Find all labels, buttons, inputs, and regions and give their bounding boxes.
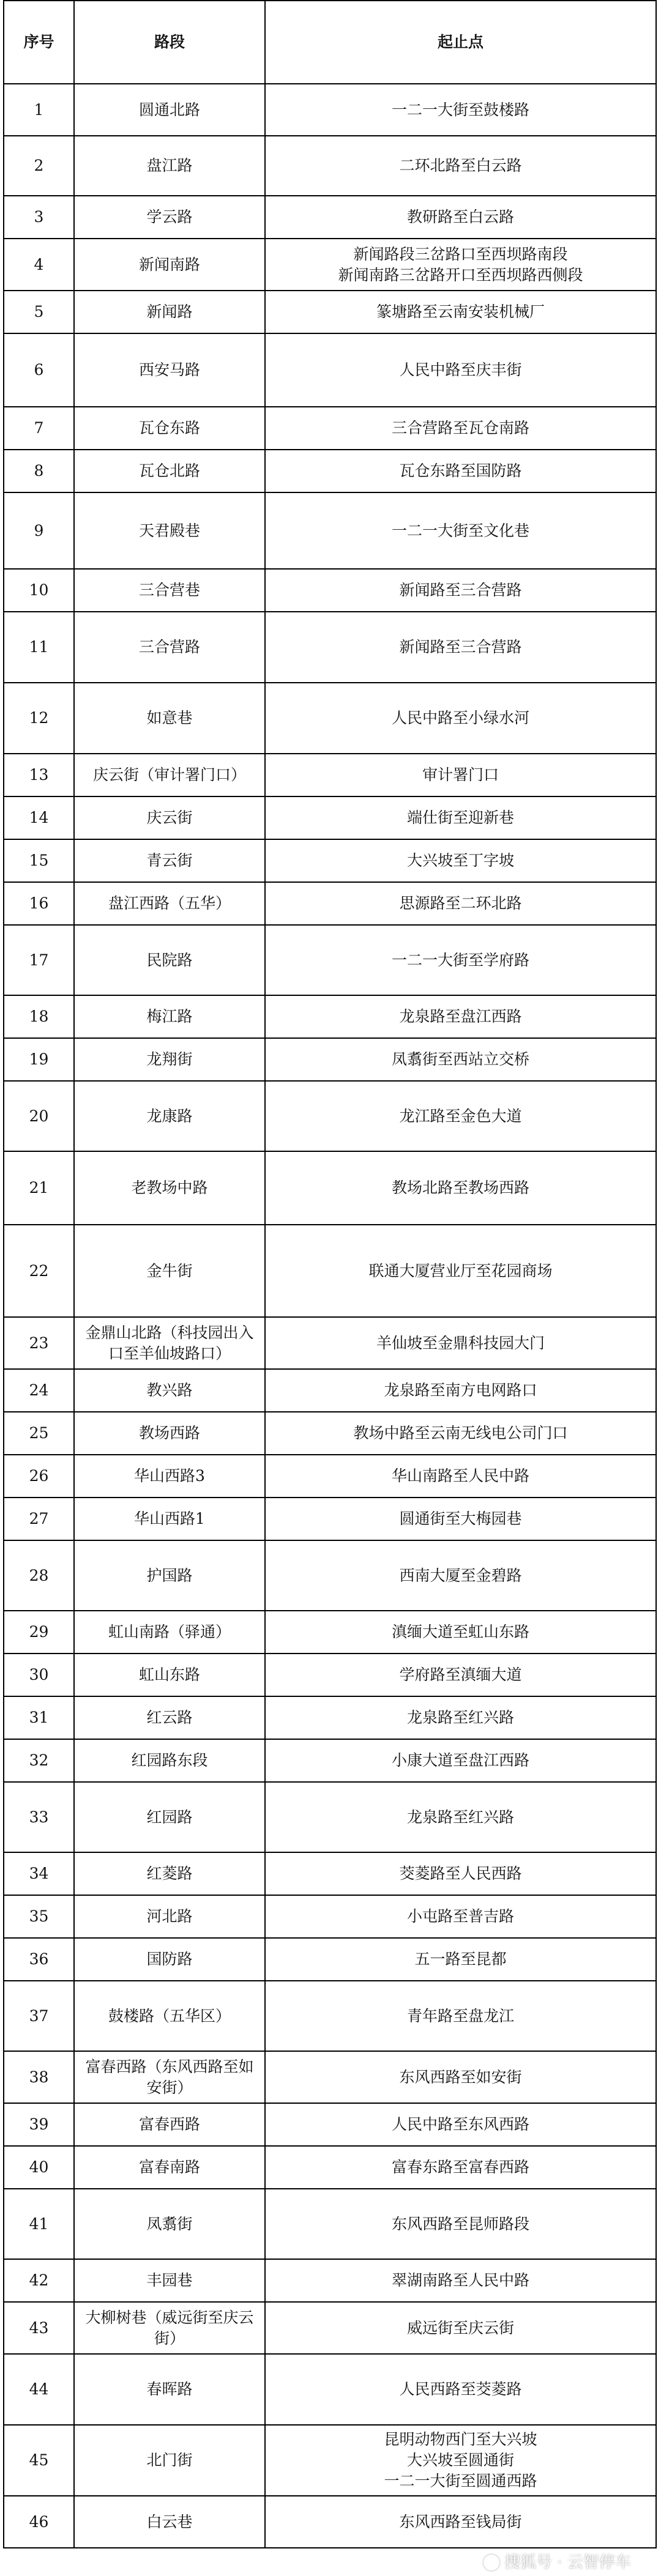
range-line: 教场中路至云南无线电公司门口 xyxy=(353,1424,568,1442)
road-name: 大柳树巷（威远街至庆云街） xyxy=(74,2302,265,2354)
start-end-range xyxy=(265,995,656,1038)
range-line: 二环北路至白云路 xyxy=(399,157,522,175)
start-end-range xyxy=(265,1895,656,1938)
row-number: 34 xyxy=(4,1852,74,1895)
row-number: 39 xyxy=(4,2103,74,2146)
start-end-range xyxy=(265,1225,656,1317)
row-number: 13 xyxy=(4,754,74,796)
range-line: 三合营路至瓦仓南路 xyxy=(391,419,529,437)
road-name: 庆云街（审计署门口） xyxy=(74,754,265,796)
row-number: 45 xyxy=(4,2425,74,2496)
row-number: 25 xyxy=(4,1412,74,1455)
road-table xyxy=(3,0,657,2548)
road-name: 春晖路 xyxy=(74,2354,265,2425)
road-name: 龙翔街 xyxy=(74,1038,265,1081)
road-name: 虹山东路 xyxy=(74,1654,265,1696)
table-body xyxy=(4,84,656,2548)
row-number: 30 xyxy=(4,1654,74,1696)
row-number: 43 xyxy=(4,2302,74,2354)
range-line: 一二一大街至圆通西路 xyxy=(384,2471,537,2490)
row-number: 41 xyxy=(4,2189,74,2259)
road-name: 华山西路1 xyxy=(74,1498,265,1540)
row-number: 35 xyxy=(4,1895,74,1938)
row-number: 16 xyxy=(4,882,74,925)
range-line: 青年路至盘龙江 xyxy=(406,2006,514,2025)
table-row xyxy=(4,239,656,291)
range-line: 教场北路至教场西路 xyxy=(391,1179,529,1197)
range-line: 昆明动物西门至大兴坡 xyxy=(384,2430,537,2449)
row-number: 17 xyxy=(4,925,74,995)
range-line: 羊仙坡至金鼎科技园大门 xyxy=(376,1334,545,1352)
row-number: 44 xyxy=(4,2354,74,2425)
road-name: 新闻路 xyxy=(74,291,265,333)
table-row xyxy=(4,683,656,754)
start-end-range xyxy=(265,2425,656,2496)
table-row xyxy=(4,407,656,450)
start-end-range xyxy=(265,796,656,839)
road-name: 天君殿巷 xyxy=(74,492,265,569)
start-end-range xyxy=(265,291,656,333)
table-row xyxy=(4,291,656,333)
table-row xyxy=(4,84,656,136)
start-end-range xyxy=(265,1455,656,1498)
table-row xyxy=(4,333,656,407)
row-number: 26 xyxy=(4,1455,74,1498)
row-number: 11 xyxy=(4,612,74,683)
table-row xyxy=(4,2103,656,2146)
row-number: 2 xyxy=(4,136,74,196)
row-number: 6 xyxy=(4,333,74,407)
start-end-range xyxy=(265,569,656,612)
table-row xyxy=(4,925,656,995)
row-number: 31 xyxy=(4,1696,74,1739)
road-name: 庆云街 xyxy=(74,796,265,839)
row-number: 46 xyxy=(4,2496,74,2548)
road-name: 红园路 xyxy=(74,1782,265,1852)
start-end-range xyxy=(265,1081,656,1151)
row-number: 29 xyxy=(4,1611,74,1654)
range-line: 龙泉路至盘江西路 xyxy=(399,1008,522,1026)
table-row xyxy=(4,2189,656,2259)
row-number: 8 xyxy=(4,450,74,492)
row-number: 38 xyxy=(4,2051,74,2103)
road-name: 民院路 xyxy=(74,925,265,995)
table-row xyxy=(4,1782,656,1852)
range-line: 龙江路至金色大道 xyxy=(399,1107,522,1125)
start-end-range xyxy=(265,450,656,492)
row-number: 23 xyxy=(4,1317,74,1369)
range-line: 富春东路至富春西路 xyxy=(391,2158,529,2177)
row-number: 7 xyxy=(4,407,74,450)
range-line: 新闻南路三岔路开口至西坝路西侧段 xyxy=(338,265,583,284)
start-end-range xyxy=(265,492,656,569)
start-end-range xyxy=(265,1412,656,1455)
table-row xyxy=(4,1151,656,1225)
road-name: 教兴路 xyxy=(74,1369,265,1412)
range-line: 人民中路至庆丰街 xyxy=(399,361,522,379)
range-line: 审计署门口 xyxy=(422,766,499,784)
table-row xyxy=(4,1455,656,1498)
range-line: 圆通街至大梅园巷 xyxy=(399,1510,522,1528)
row-number: 9 xyxy=(4,492,74,569)
table-row xyxy=(4,2146,656,2189)
row-number: 3 xyxy=(4,196,74,239)
start-end-range xyxy=(265,683,656,754)
road-name: 三合营路 xyxy=(74,612,265,683)
range-line: 一二一大街至鼓楼路 xyxy=(391,100,529,119)
start-end-range xyxy=(265,1654,656,1696)
row-number: 5 xyxy=(4,291,74,333)
start-end-range xyxy=(265,1611,656,1654)
table-row xyxy=(4,2259,656,2302)
start-end-range xyxy=(265,239,656,291)
watermark-text: 搜狐号 · 云智停车 xyxy=(504,2553,631,2572)
start-end-range xyxy=(265,2354,656,2425)
road-name: 国防路 xyxy=(74,1938,265,1981)
road-name: 凤翥街 xyxy=(74,2189,265,2259)
road-name: 北门街 xyxy=(74,2425,265,2496)
road-name: 盘江西路（五华） xyxy=(74,882,265,925)
range-line: 龙泉路至红兴路 xyxy=(406,1808,514,1826)
range-line: 新闻路段三岔路口至西坝路南段 xyxy=(353,245,568,263)
table-row xyxy=(4,1611,656,1654)
start-end-range xyxy=(265,407,656,450)
table-row xyxy=(4,136,656,196)
table-row xyxy=(4,2496,656,2548)
start-end-range xyxy=(265,1739,656,1782)
row-number: 27 xyxy=(4,1498,74,1540)
road-name: 鼓楼路（五华区） xyxy=(74,1981,265,2051)
road-name: 瓦仓北路 xyxy=(74,450,265,492)
table-row xyxy=(4,2051,656,2103)
range-line: 东风西路至如安街 xyxy=(399,2068,522,2086)
table-row xyxy=(4,2354,656,2425)
row-number: 15 xyxy=(4,839,74,882)
table-row xyxy=(4,1412,656,1455)
road-name: 瓦仓东路 xyxy=(74,407,265,450)
range-line: 滇缅大道至虹山东路 xyxy=(391,1623,529,1641)
start-end-range xyxy=(265,2103,656,2146)
row-number: 21 xyxy=(4,1151,74,1225)
table-row xyxy=(4,754,656,796)
start-end-range xyxy=(265,136,656,196)
range-line: 人民西路至茭菱路 xyxy=(399,2380,522,2399)
range-line: 五一路至昆都 xyxy=(414,1950,507,1969)
road-name: 护国路 xyxy=(74,1540,265,1611)
table-row xyxy=(4,796,656,839)
table-row xyxy=(4,612,656,683)
table-row xyxy=(4,1369,656,1412)
road-name: 教场西路 xyxy=(74,1412,265,1455)
header-road: 路段 xyxy=(74,1,265,84)
range-line: 人民中路至小绿水河 xyxy=(391,709,529,727)
row-number: 42 xyxy=(4,2259,74,2302)
start-end-range xyxy=(265,1938,656,1981)
row-number: 28 xyxy=(4,1540,74,1611)
range-line: 茭菱路至人民西路 xyxy=(399,1865,522,1883)
row-number: 24 xyxy=(4,1369,74,1412)
header-row xyxy=(4,1,656,84)
road-name: 盘江路 xyxy=(74,136,265,196)
table-row xyxy=(4,569,656,612)
range-line: 凤翥街至西站立交桥 xyxy=(391,1050,529,1069)
range-line: 龙泉路至红兴路 xyxy=(406,1709,514,1727)
start-end-range xyxy=(265,2146,656,2189)
range-line: 端仕街至迎新巷 xyxy=(406,809,514,827)
table-row xyxy=(4,1081,656,1151)
table-row xyxy=(4,1696,656,1739)
row-number: 33 xyxy=(4,1782,74,1852)
table-row xyxy=(4,882,656,925)
range-line: 思源路至二环北路 xyxy=(399,894,522,913)
start-end-range xyxy=(265,84,656,136)
range-line: 龙泉路至南方电网路口 xyxy=(384,1381,537,1400)
road-name: 如意巷 xyxy=(74,683,265,754)
start-end-range xyxy=(265,612,656,683)
range-line: 一二一大街至学府路 xyxy=(391,951,529,969)
start-end-range xyxy=(265,333,656,407)
header-no: 序号 xyxy=(4,1,74,84)
road-name: 白云巷 xyxy=(74,2496,265,2548)
road-name: 金牛街 xyxy=(74,1225,265,1317)
road-name: 老教场中路 xyxy=(74,1151,265,1225)
table-row xyxy=(4,1654,656,1696)
start-end-range xyxy=(265,196,656,239)
table-row xyxy=(4,1895,656,1938)
start-end-range xyxy=(265,1696,656,1739)
range-line: 人民中路至东风西路 xyxy=(391,2115,529,2134)
range-line: 一二一大街至文化巷 xyxy=(391,521,529,540)
range-line: 瓦仓东路至国防路 xyxy=(399,462,522,480)
table-row xyxy=(4,1739,656,1782)
range-line: 华山南路至人民中路 xyxy=(391,1467,529,1485)
range-line: 东风西路至钱局街 xyxy=(399,2512,522,2531)
watermark xyxy=(484,2550,631,2572)
row-number: 20 xyxy=(4,1081,74,1151)
row-number: 36 xyxy=(4,1938,74,1981)
road-name: 红园路东段 xyxy=(74,1739,265,1782)
header-range: 起止点 xyxy=(265,1,656,84)
range-line: 小康大道至盘江西路 xyxy=(391,1751,529,1770)
road-name: 新闻南路 xyxy=(74,239,265,291)
range-line: 联通大厦营业厅至花园商场 xyxy=(368,1261,553,1280)
start-end-range xyxy=(265,754,656,796)
row-number: 32 xyxy=(4,1739,74,1782)
range-line: 篆塘路至云南安装机械厂 xyxy=(376,303,545,321)
start-end-range xyxy=(265,1981,656,2051)
start-end-range xyxy=(265,1498,656,1540)
range-line: 大兴坡至圆通街 xyxy=(406,2451,514,2470)
table-row xyxy=(4,1938,656,1981)
range-line: 东风西路至昆师路段 xyxy=(391,2214,529,2233)
start-end-range xyxy=(265,882,656,925)
table-row xyxy=(4,1540,656,1611)
range-line: 西南大厦至金碧路 xyxy=(399,1566,522,1584)
table-row xyxy=(4,1317,656,1369)
start-end-range xyxy=(265,2051,656,2103)
row-number: 10 xyxy=(4,569,74,612)
table-row xyxy=(4,1498,656,1540)
start-end-range xyxy=(265,839,656,882)
start-end-range xyxy=(265,925,656,995)
road-name: 梅江路 xyxy=(74,995,265,1038)
road-name: 三合营巷 xyxy=(74,569,265,612)
table-row xyxy=(4,839,656,882)
road-name: 西安马路 xyxy=(74,333,265,407)
road-name: 河北路 xyxy=(74,1895,265,1938)
range-line: 翠湖南路至人民中路 xyxy=(391,2271,529,2290)
table-row xyxy=(4,196,656,239)
table-row xyxy=(4,492,656,569)
table-row xyxy=(4,450,656,492)
start-end-range xyxy=(265,1038,656,1081)
range-line: 小屯路至普吉路 xyxy=(406,1907,514,1926)
start-end-range xyxy=(265,1369,656,1412)
table-row xyxy=(4,995,656,1038)
range-line: 威远街至庆云街 xyxy=(406,2318,514,2337)
range-line: 新闻路至三合营路 xyxy=(399,581,522,599)
row-number: 1 xyxy=(4,84,74,136)
road-name: 富春南路 xyxy=(74,2146,265,2189)
sohu-logo-icon xyxy=(484,2555,499,2570)
start-end-range xyxy=(265,1317,656,1369)
start-end-range xyxy=(265,2259,656,2302)
start-end-range xyxy=(265,2496,656,2548)
table-row xyxy=(4,2302,656,2354)
row-number: 4 xyxy=(4,239,74,291)
start-end-range xyxy=(265,1151,656,1225)
table-row xyxy=(4,2425,656,2496)
row-number: 18 xyxy=(4,995,74,1038)
table-row xyxy=(4,1038,656,1081)
road-name: 金鼎山北路（科技园出入口至羊仙坡路口） xyxy=(74,1317,265,1369)
road-name: 虹山南路（驿通） xyxy=(74,1611,265,1654)
table-row xyxy=(4,1852,656,1895)
road-name: 学云路 xyxy=(74,196,265,239)
row-number: 40 xyxy=(4,2146,74,2189)
row-number: 12 xyxy=(4,683,74,754)
row-number: 19 xyxy=(4,1038,74,1081)
road-name: 富春西路（东风西路至如安街） xyxy=(74,2051,265,2103)
range-line: 学府路至滇缅大道 xyxy=(399,1666,522,1684)
road-name: 华山西路3 xyxy=(74,1455,265,1498)
row-number: 14 xyxy=(4,796,74,839)
road-name: 龙康路 xyxy=(74,1081,265,1151)
road-name: 红云路 xyxy=(74,1696,265,1739)
table-row xyxy=(4,1981,656,2051)
road-name: 圆通北路 xyxy=(74,84,265,136)
road-name: 青云街 xyxy=(74,839,265,882)
range-line: 大兴坡至丁字坡 xyxy=(406,852,514,870)
start-end-range xyxy=(265,1852,656,1895)
start-end-range xyxy=(265,2189,656,2259)
range-line: 新闻路至三合营路 xyxy=(399,638,522,656)
road-name: 富春西路 xyxy=(74,2103,265,2146)
row-number: 37 xyxy=(4,1981,74,2051)
road-name: 红菱路 xyxy=(74,1852,265,1895)
start-end-range xyxy=(265,1782,656,1852)
range-line: 教研路至白云路 xyxy=(406,208,514,226)
start-end-range xyxy=(265,1540,656,1611)
road-name: 丰园巷 xyxy=(74,2259,265,2302)
start-end-range xyxy=(265,2302,656,2354)
row-number: 22 xyxy=(4,1225,74,1317)
table-row xyxy=(4,1225,656,1317)
